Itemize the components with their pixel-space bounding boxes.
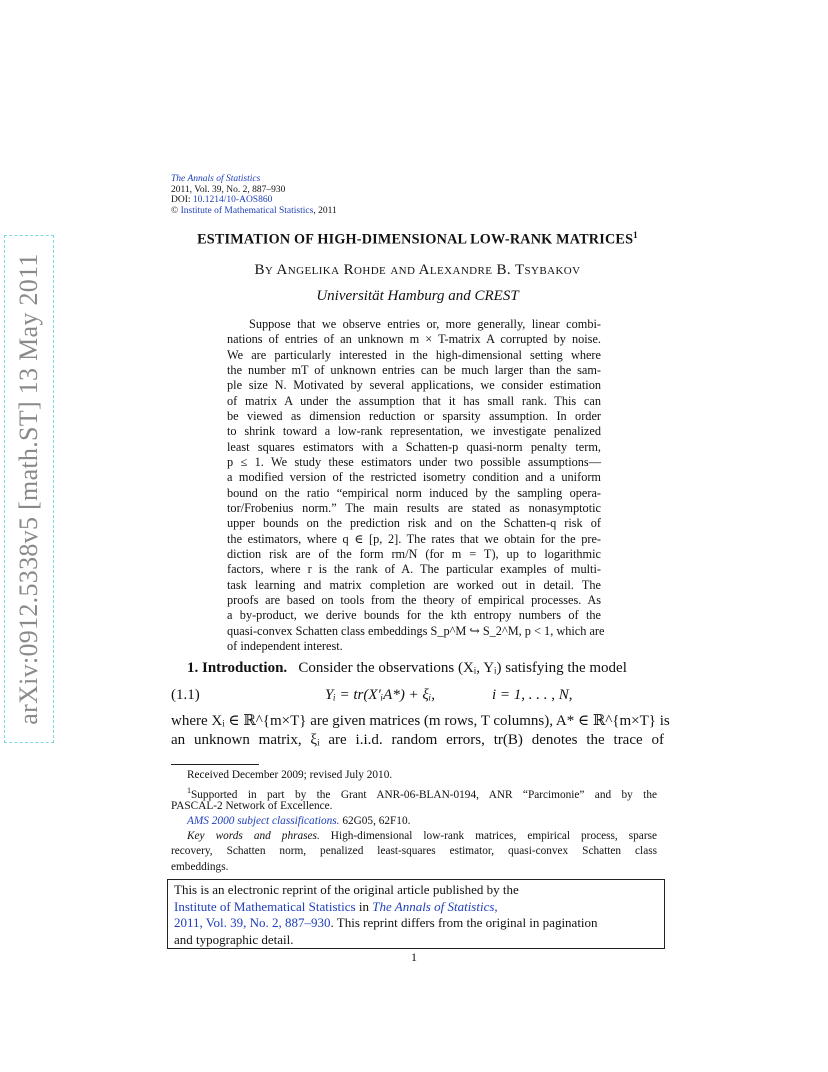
footnotes [171,768,657,875]
abstract-line: Suppose that we observe entries or, more generally, linear combi- [249,317,601,331]
journal-name-link[interactable]: The Annals of Statistics [171,174,261,184]
abstract-line: be viewed as dimension reduction or sparsity assumption. In order [227,408,601,423]
abstract-line: p ≤ 1. We study these estimators under two possible assumptions— [227,454,601,469]
equation-1-1 [171,681,664,711]
keywords-line-3: embeddings. [171,860,229,873]
intro-first-sentence: Consider the observations (Xᵢ, Yᵢ) satisfying the model [298,660,627,676]
reprint-journal-link[interactable]: The Annals of Statistics [372,898,495,914]
intro-text-line: where Xᵢ ∈ ℝ^{m×T} are given matrices (m rows, T columns), A* ∈ ℝ^{m×T} is [171,713,670,729]
arxiv-identifier: arXiv:0912.5338v5 [math.ST] 13 May 2011 [14,253,43,725]
reprint-notice: This is an electronic reprint of the original article published by the Institute of Mathematical Statistics in The Annals of Statistics, 2011, Vol. 39, No. 2, 887–930. This reprint differs from the original in pagination and typographic detail. [167,879,665,949]
abstract-line: of independent interest. [227,638,343,653]
equation-body: Yᵢ = tr(X′ᵢA*) + ξᵢ, [325,687,435,703]
support-note-line: $^1$Supported in part by the Grant ANR-06-BLAN-0194, ANR “Parcimonie” and by the [187,786,657,802]
reprint-line-4: and typographic detail. [174,931,294,947]
support-footnote-mark: 1 [187,786,191,796]
abstract-line: diction risk are of the form rm/N (for m = T), up to logarithmic [227,546,601,561]
copyright-icon: © [171,205,179,216]
abstract-line: bound on the ratio “empirical norm induced by the sampling opera- [227,485,601,500]
doi-label: DOI: [171,195,193,205]
abstract-line: least squares estimators with a Schatten-p quasi-norm penalty term, [227,439,601,454]
abstract-line: upper bounds on the prediction risk and on the Schatten-q risk of [227,516,601,531]
abstract-line: proofs are based on tools from the theory of empirical processes. As [227,592,601,607]
reprint-publisher-link[interactable]: Institute of Mathematical Statistics [174,898,356,914]
abstract-line: the estimators, where q ∈ [p, 2]. The rates that we obtain for the pre- [227,531,601,546]
arxiv-stamp [4,235,54,743]
ams-classification-link[interactable]: AMS 2000 subject classifications. [187,814,340,827]
abstract-line: to shrink toward a low-rank representation, we investigate penalized [227,424,601,439]
journal-volume: 2011, Vol. 39, No. 2, 887–930 [171,184,286,195]
abstract-line: tor/Frobenius norm.” The main results are stated as nonasymptotic [227,500,601,515]
keywords-label: Key words and phrases. [187,830,320,843]
paper-title-text: ESTIMATION OF HIGH-DIMENSIONAL LOW-RANK MATRICES [197,231,634,248]
doi-link[interactable]: 10.1214/10-AOS860 [192,195,273,205]
abstract-line: factors, where r is the rank of A. The particular examples of multi- [227,562,601,577]
abstract-line: nations of entries of an unknown m × T-matrix A corrupted by noise. [227,332,601,347]
equation-index: i = 1, . . . , N, [492,687,573,703]
publisher-link[interactable]: Institute of Mathematical Statistics [180,205,314,216]
affiliation: Universität Hamburg and CREST [316,288,519,304]
abstract [227,317,605,654]
keywords-line-2: recovery, Schatten norm, penalized least-squares estimator, quasi-convex Schatten class [171,845,657,858]
received-note: Received December 2009; revised July 2010. [187,769,393,781]
author-line: By Angelika Rohde and Alexandre B. Tsybakov [254,262,581,278]
reprint-citation-link[interactable]: 2011, Vol. 39, No. 2, 887–930 [174,915,331,931]
ams-codes: 62G05, 62F10. [339,814,411,827]
introduction-section [171,660,670,753]
abstract-line: We are particularly interested in the high-dimensional setting where [227,347,601,362]
keywords-line: Key words and phrases. High-dimensional low-rank matrices, empirical process, sparse [187,830,657,843]
paper-title [170,230,665,249]
footnote-rule [171,764,259,765]
journal-header [171,174,337,216]
abstract-line: the number mT of unknown entries can be much larger than the sam- [227,362,601,377]
intro-first-line [171,660,664,677]
intro-text-line: an unknown matrix, ξᵢ are i.i.d. random errors, tr(B) denotes the trace of [171,732,664,748]
abstract-line: ple size N. Motivated by several applications, we consider estimation [227,378,601,393]
abstract-line: a modified version of the restricted isometry condition and a uniform [227,470,601,485]
title-footnote-mark: 1 [633,230,638,240]
reprint-line-1: This is an electronic reprint of the original article published by the [174,882,519,897]
copyright-year: , 2011 [313,205,337,216]
abstract-line: a by-product, we derive bounds for the kth entropy numbers of the [227,608,601,623]
abstract-line: quasi-convex Schatten class embeddings S_p^M ↪ S_2^M, p < 1, which are [227,623,605,638]
section-heading: 1. Introduction. [187,660,288,676]
abstract-line: task learning and matrix completion are worked out in detail. The [227,577,601,592]
abstract-line: of matrix A under the assumption that it has small rank. This can [227,393,601,408]
equation-number: (1.1) [171,687,200,703]
page-number: 1 [411,950,417,964]
support-note-line-2: PASCAL-2 Network of Excellence. [171,799,333,812]
